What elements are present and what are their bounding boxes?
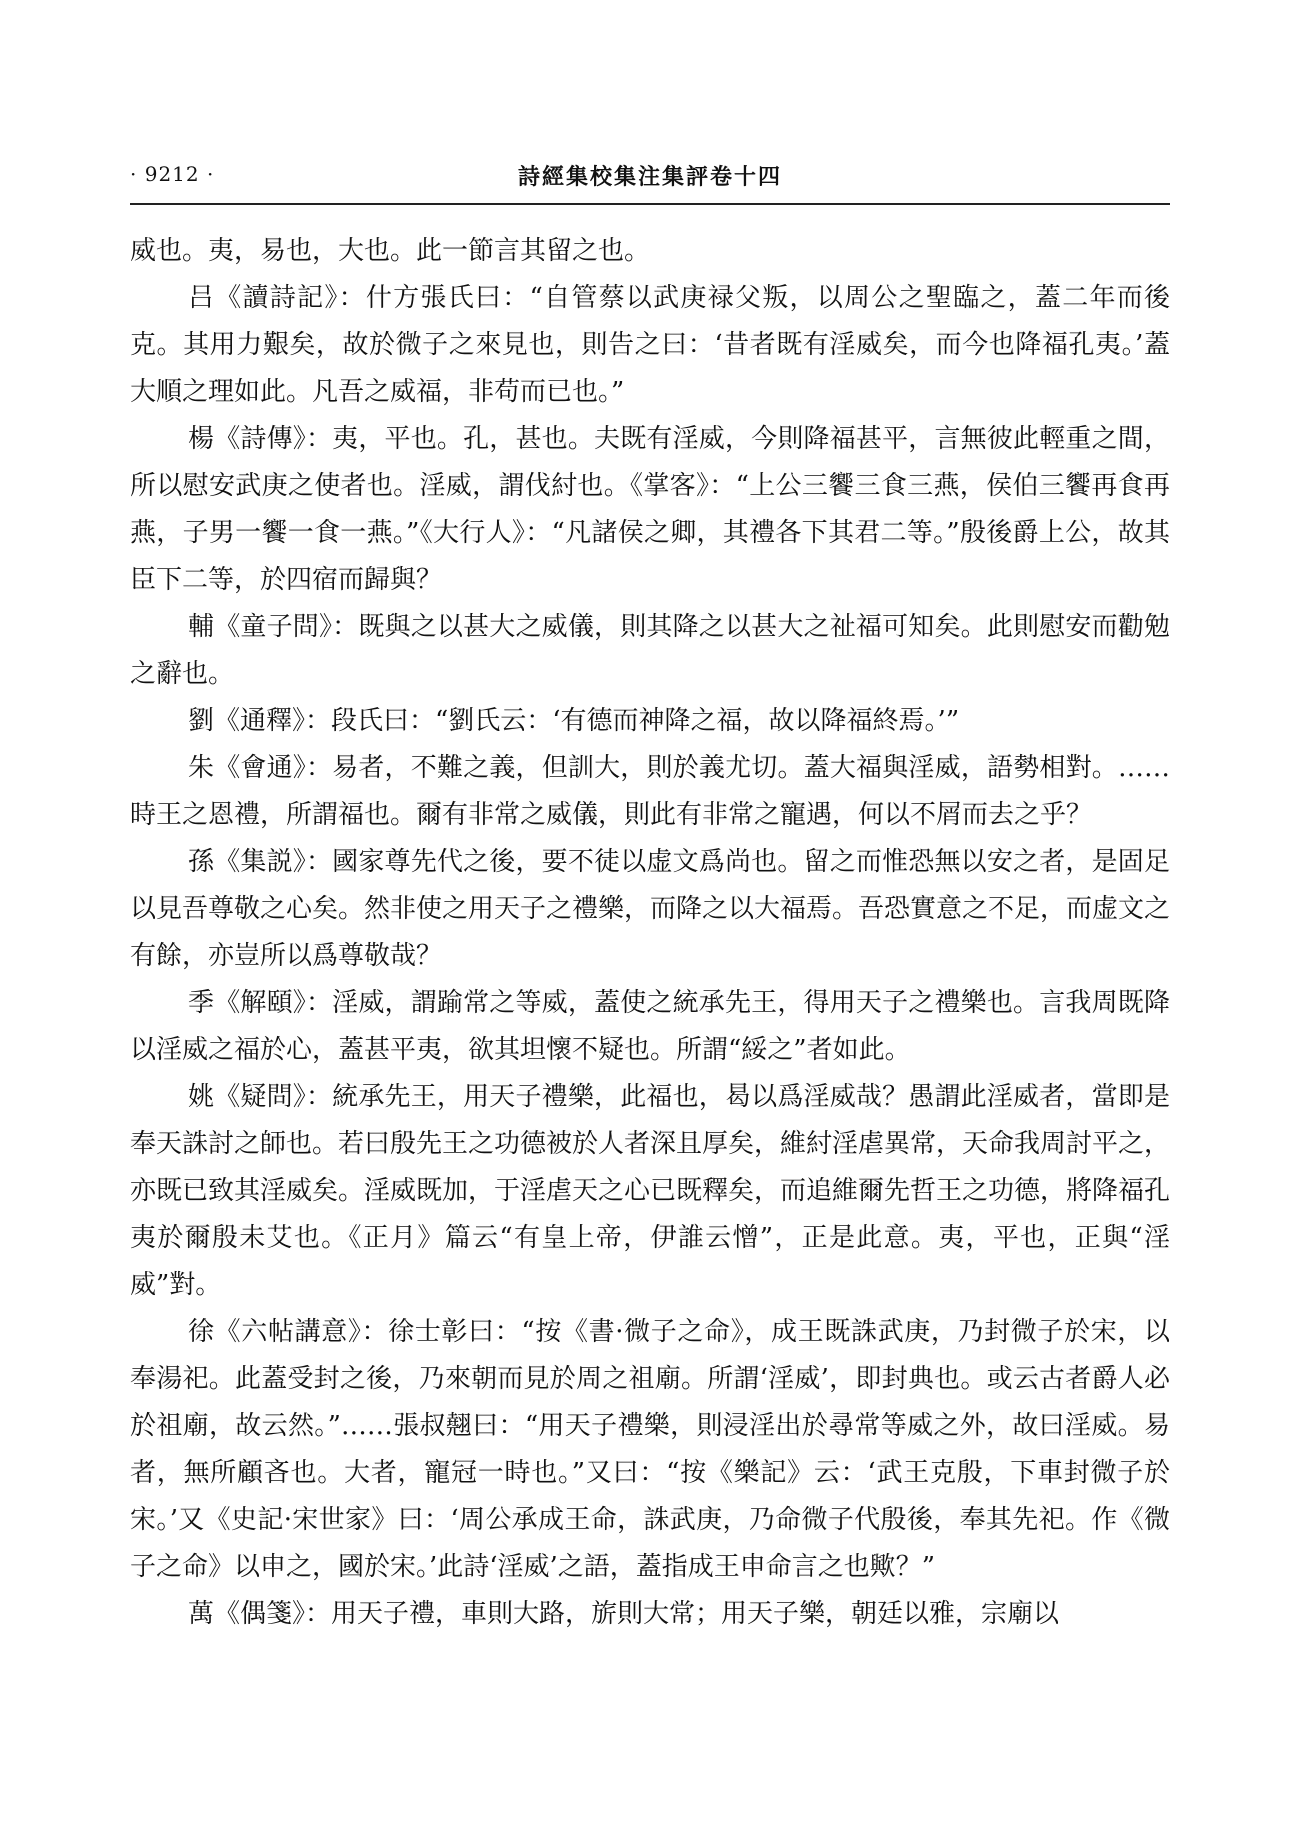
paragraph-zhu-huitong: 朱《會通》：易者，不難之義，但訓大，則於義尤切。蓋大福與淫威，語勢相對。……時王之恩禮，所謂福也。爾有非常之威儀，則此有非常之寵遇，何以不屑而去之乎？	[130, 753, 1170, 830]
paragraph-ji-jieyi: 季《解頤》：淫威，謂踰常之等威，蓋使之統承先王，得用天子之禮樂也。言我周既降以淫威之福於心，蓋甚平夷，欲其坦懷不疑也。所謂“綏之”者如此。	[130, 988, 1170, 1065]
paragraph-xu-liutie: 徐《六帖講意》：徐士彰曰：“按《書·微子之命》，成王既誅武庚，乃封微子於宋，以奉湯祀。此蓋受封之後，乃來朝而見於周之祖廟。所謂‘淫威’，即封典也。或云古者爵人必於祖廟，故云然。”……張叔翹曰：“用天子禮樂，則浸淫出於尋常等威之外，故曰淫威。易者，無所顧吝也。大者，寵冠一時也。”又曰：“按《樂記》云：‘武王克殷，下車封微子於宋。’又《史記·宋世家》曰：‘周公承成王命，誅武庚，乃命微子代殷後，奉其先祀。作《微子之命》以申之，國於宋。’此詩‘淫威’之語，蓋指成王申命言之也歟？”	[130, 1317, 1170, 1582]
running-title: 詩經集校集注集評卷十四	[517, 164, 782, 190]
paragraph-wan-oujian: 萬《偶箋》：用天子禮，車則大路，旂則大常；用天子樂，朝廷以雅，宗廟以	[188, 1599, 1060, 1629]
page-number: · 9212 ·	[130, 162, 215, 186]
paragraph-yang-shizhuan: 楊《詩傳》：夷，平也。孔，甚也。夫既有淫威，今則降福甚平，言無彼此輕重之間，所以慰安武庚之使者也。淫威，謂伐紂也。《掌客》：“上公三饗三食三燕，侯伯三饗再食再燕，子男一饗一食一燕。”《大行人》：“凡諸侯之卿，其禮各下其君二等。”殷後爵上公，故其臣下二等，於四宿而歸與？	[130, 424, 1170, 595]
paragraph-lu-dushiji: 吕《讀詩記》：什方張氏曰：“自管蔡以武庚禄父叛，以周公之聖臨之，蓋二年而後克。其用力艱矣，故於微子之來見也，則告之曰：‘昔者既有淫威矣，而今也降福孔夷。’蓋大順之理如此。凡吾之威福，非苟而已也。”	[130, 283, 1170, 407]
paragraph-sun-jishuo: 孫《集説》：國家尊先代之後，要不徒以虚文爲尚也。留之而惟恐無以安之者，是固足以見吾尊敬之心矣。然非使之用天子之禮樂，而降之以大福焉。吾恐實意之不足，而虚文之有餘，亦豈所以爲尊敬哉？	[130, 847, 1171, 971]
page-header	[130, 158, 1170, 198]
paragraph-yao-yiwen: 姚《疑問》：統承先王，用天子禮樂，此福也，曷以爲淫威哉？愚謂此淫威者，當即是奉天誅討之師也。若曰殷先王之功德被於人者深且厚矣，維紂淫虐異常，天命我周討平之，亦既已致其淫威矣。淫威既加，于淫虐天之心已既釋矣，而追維爾先哲王之功德，將降福孔夷於爾殷未艾也。《正月》篇云“有皇上帝，伊誰云憎”，正是此意。夷，平也，正與“淫威”對。	[130, 1082, 1171, 1300]
paragraph-continuation: 威也。夷，易也，大也。此一節言其留之也。	[130, 236, 651, 266]
paragraph-fu-tongziwen: 輔《童子問》：既與之以甚大之威儀，則其降之以甚大之祉福可知矣。此則慰安而勸勉之辭也。	[130, 612, 1170, 689]
paragraph-liu-tongshi: 劉《通釋》：段氏曰：“劉氏云：‘有德而神降之福，故以降福終焉。’”	[188, 706, 960, 736]
header-rule	[130, 203, 1170, 205]
body-text	[130, 228, 1170, 1638]
